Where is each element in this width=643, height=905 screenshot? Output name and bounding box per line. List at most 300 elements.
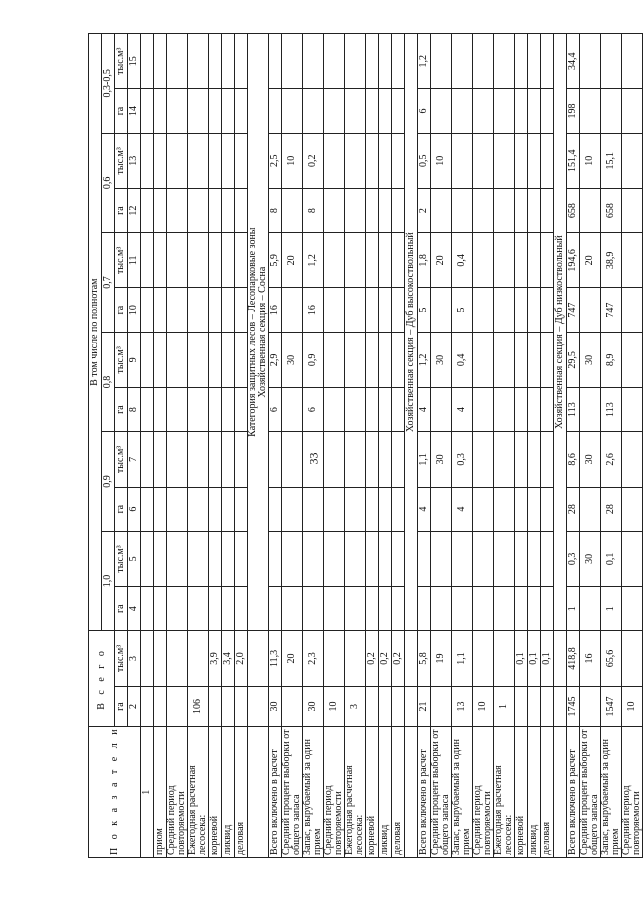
table-cell (167, 388, 188, 432)
column-number: 7 (128, 432, 141, 487)
page-number: 33 (306, 452, 321, 465)
table-cell (515, 332, 528, 387)
table-cell: 4 (418, 487, 431, 531)
table-cell: 194,6 (567, 233, 580, 288)
row-label: деловая (541, 727, 554, 858)
table-cell: 21 (418, 686, 431, 727)
table-cell (366, 288, 379, 332)
table-cell (324, 432, 345, 487)
row-label: Средний период повторяемости (167, 727, 188, 858)
table-cell (473, 34, 494, 89)
table-cell: 0,3 (567, 531, 580, 586)
table-cell: 0,1 (601, 531, 622, 586)
table-row (473, 34, 494, 858)
table-cell (379, 89, 392, 133)
table-cell (622, 487, 643, 531)
column-number: 2 (128, 686, 141, 727)
table-cell: 151,4 (567, 133, 580, 188)
table-cell (235, 89, 248, 133)
table-cell: 198 (567, 89, 580, 133)
table-cell (167, 587, 188, 631)
table-cell (392, 531, 405, 586)
unit-volume: тыс.м³ (115, 133, 128, 188)
table-cell: 30 (431, 432, 452, 487)
table-cell (324, 133, 345, 188)
table-cell (379, 531, 392, 586)
table-cell: 13 (452, 686, 473, 727)
column-number: 4 (128, 587, 141, 631)
table-cell (431, 531, 452, 586)
table-cell: 1,1 (418, 432, 431, 487)
table-cell (282, 587, 303, 631)
table-cell (473, 89, 494, 133)
table-cell (392, 432, 405, 487)
table-cell (167, 631, 188, 686)
table-cell (494, 531, 515, 586)
table-cell: 8 (303, 188, 324, 232)
table-cell (188, 388, 209, 432)
table-cell (473, 587, 494, 631)
table-cell (167, 531, 188, 586)
table-cell (154, 432, 167, 487)
table-cell: 6 (418, 89, 431, 133)
table-cell (473, 631, 494, 686)
table-cell: 2,3 (303, 631, 324, 686)
table-cell (154, 288, 167, 332)
table-cell (528, 34, 541, 89)
table-cell: 30 (580, 332, 601, 387)
table-cell (345, 89, 366, 133)
table-cell: 747 (601, 288, 622, 332)
table-cell (452, 34, 473, 89)
table-cell (622, 388, 643, 432)
table-row (528, 34, 541, 858)
empty-cell (141, 531, 154, 586)
table-cell (392, 89, 405, 133)
table-cell (392, 487, 405, 531)
table-cell: 30 (431, 332, 452, 387)
table-cell: 1,2 (303, 233, 324, 288)
table-cell (541, 388, 554, 432)
table-cell (473, 133, 494, 188)
table-cell (622, 188, 643, 232)
table-cell (515, 288, 528, 332)
row-label: ликвид (222, 727, 235, 858)
table-cell: 8,6 (567, 432, 580, 487)
row-label: Средний процент выборки от общего запаса (282, 727, 303, 858)
table-cell (167, 188, 188, 232)
table-row (188, 34, 209, 858)
table-cell (345, 332, 366, 387)
section-title: Хозяйственная секция – Дуб высокоствольный (405, 232, 416, 433)
table-row (366, 34, 379, 858)
table-cell (515, 188, 528, 232)
table-cell (167, 34, 188, 89)
empty-cell (141, 388, 154, 432)
table-cell: 28 (567, 487, 580, 531)
table-cell: 2 (418, 188, 431, 232)
table-cell (222, 188, 235, 232)
table-cell (167, 133, 188, 188)
table-cell (303, 34, 324, 89)
section-row (248, 34, 269, 858)
table-cell (515, 587, 528, 631)
table-cell (392, 587, 405, 631)
table-cell: 10 (282, 133, 303, 188)
table-cell (269, 432, 282, 487)
table-cell (222, 432, 235, 487)
table-cell (167, 332, 188, 387)
section-banner (405, 34, 418, 631)
table-cell: 0,9 (303, 332, 324, 387)
table-cell (622, 233, 643, 288)
empty-cell (141, 133, 154, 188)
density-group: 0,3-0,5 (102, 34, 115, 134)
table-cell (235, 587, 248, 631)
table-cell (379, 288, 392, 332)
table-cell (235, 233, 248, 288)
table-row (209, 34, 222, 858)
empty-cell (141, 233, 154, 288)
section-label-spacer (554, 727, 567, 858)
table-cell: 0,2 (379, 631, 392, 686)
header-row-col1 (141, 34, 154, 858)
unit-volume: тыс.м³ (115, 432, 128, 487)
table-cell: 29,5 (567, 332, 580, 387)
table-cell (622, 432, 643, 487)
table-cell (269, 487, 282, 531)
table-row (541, 34, 554, 858)
table-cell (209, 531, 222, 586)
table-cell (222, 288, 235, 332)
table-cell (473, 288, 494, 332)
section-banner (248, 34, 269, 631)
table-cell: 2,5 (269, 133, 282, 188)
table-cell (188, 332, 209, 387)
table-cell: 10 (622, 686, 643, 727)
table-cell (541, 233, 554, 288)
table-cell: 1,2 (418, 34, 431, 89)
table-cell (431, 487, 452, 531)
table-cell (366, 388, 379, 432)
column-number: 14 (128, 89, 141, 133)
table-cell (324, 332, 345, 387)
column-number: 10 (128, 288, 141, 332)
section-spacer (248, 631, 269, 686)
table-cell (379, 233, 392, 288)
table-cell: 658 (601, 188, 622, 232)
unit-ha: га (115, 89, 128, 133)
table-cell (528, 288, 541, 332)
empty-cell (141, 288, 154, 332)
table-cell (528, 233, 541, 288)
table-cell (209, 34, 222, 89)
table-cell (528, 432, 541, 487)
table-cell (269, 531, 282, 586)
table-cell (541, 686, 554, 727)
table-cell (235, 531, 248, 586)
table-cell (622, 288, 643, 332)
table-cell (324, 188, 345, 232)
table-cell (154, 531, 167, 586)
table-cell (154, 587, 167, 631)
table-cell (209, 288, 222, 332)
table-cell (379, 332, 392, 387)
table-cell (392, 133, 405, 188)
table-cell: 0,1 (541, 631, 554, 686)
table-cell (167, 288, 188, 332)
table-cell (473, 432, 494, 487)
table-cell: 2,0 (235, 631, 248, 686)
section-spacer (405, 686, 418, 727)
table-cell: 8,9 (601, 332, 622, 387)
table-cell (541, 531, 554, 586)
table-cell: 0,2 (303, 133, 324, 188)
empty-cell (141, 332, 154, 387)
table-cell (269, 89, 282, 133)
row-label: ликвид (528, 727, 541, 858)
section-row (554, 34, 567, 858)
table-cell (580, 686, 601, 727)
table-cell (379, 34, 392, 89)
table-cell (528, 332, 541, 387)
table-cell (392, 686, 405, 727)
table-cell: 10 (473, 686, 494, 727)
table-cell (515, 89, 528, 133)
row-label: Средний процент выборки от общего запаса (431, 727, 452, 858)
table-cell (494, 587, 515, 631)
table-cell: 4 (418, 388, 431, 432)
table-cell (282, 388, 303, 432)
empty-cell (141, 686, 154, 727)
table-cell (222, 233, 235, 288)
table-cell (209, 133, 222, 188)
table-cell (473, 188, 494, 232)
table-cell (154, 487, 167, 531)
table-cell: 6 (269, 388, 282, 432)
table-cell: 65,6 (601, 631, 622, 686)
table-cell (366, 188, 379, 232)
table-cell: 30 (580, 531, 601, 586)
column-number: 8 (128, 388, 141, 432)
table-cell (392, 233, 405, 288)
row-label: Всего включено в расчет (418, 727, 431, 858)
table-cell (366, 587, 379, 631)
density-group: 0,8 (102, 332, 115, 432)
table-cell (366, 133, 379, 188)
row-label: деловая (392, 727, 405, 858)
table-row (580, 34, 601, 858)
empty-cell (141, 89, 154, 133)
total-header: В с е г о (89, 631, 115, 727)
rotated-table-page (88, 33, 642, 858)
table-cell (303, 89, 324, 133)
table-cell (473, 388, 494, 432)
table-cell: 658 (567, 188, 580, 232)
row-label: Ежегодная расчетная лесосека: (494, 727, 515, 858)
table-cell (209, 89, 222, 133)
table-cell (473, 531, 494, 586)
column-number: 15 (128, 34, 141, 89)
table-cell (167, 233, 188, 288)
density-group: 1,0 (102, 531, 115, 631)
table-cell (580, 388, 601, 432)
table-cell: 106 (188, 686, 209, 727)
table-cell (515, 686, 528, 727)
column-number: 9 (128, 332, 141, 387)
table-cell: 1,1 (452, 631, 473, 686)
table-cell: 1 (494, 686, 515, 727)
density-group: 0,6 (102, 133, 115, 233)
section-spacer (554, 686, 567, 727)
table-cell (528, 587, 541, 631)
table-cell (379, 587, 392, 631)
table-cell (154, 133, 167, 188)
empty-cell (141, 34, 154, 89)
table-cell (235, 133, 248, 188)
table-row (222, 34, 235, 858)
table-cell (379, 487, 392, 531)
table-cell: 1745 (567, 686, 580, 727)
table-cell (345, 34, 366, 89)
table-cell (580, 188, 601, 232)
table-cell: 4 (452, 487, 473, 531)
table-cell: 6 (303, 388, 324, 432)
table-cell (345, 432, 366, 487)
table-cell (622, 587, 643, 631)
row-label: Средний период повторяемости (324, 727, 345, 858)
table-cell (494, 288, 515, 332)
table-cell: 5,9 (269, 233, 282, 288)
table-cell (366, 34, 379, 89)
table-cell: 2,6 (601, 432, 622, 487)
section-banner (554, 34, 567, 631)
table-cell: 0,4 (452, 233, 473, 288)
row-label: Средний период повторяемости (473, 727, 494, 858)
table-cell (494, 133, 515, 188)
table-row (282, 34, 303, 858)
table-cell (154, 686, 167, 727)
table-cell (528, 686, 541, 727)
table-cell (209, 487, 222, 531)
table-cell (392, 288, 405, 332)
table-cell: 113 (601, 388, 622, 432)
unit-ha: га (115, 686, 128, 727)
table-cell (431, 188, 452, 232)
table-cell (303, 587, 324, 631)
table-cell: 30 (282, 332, 303, 387)
table-row (167, 34, 188, 858)
row-label: корневой (209, 727, 222, 858)
table-cell (345, 188, 366, 232)
table-cell (452, 133, 473, 188)
table-cell: 4 (452, 388, 473, 432)
table-cell: 19 (431, 631, 452, 686)
table-cell (188, 487, 209, 531)
table-cell (154, 233, 167, 288)
row-label: Запас, вырубаемый за один прием (303, 727, 324, 858)
table-cell (473, 332, 494, 387)
table-cell (209, 233, 222, 288)
table-cell (235, 332, 248, 387)
table-cell (541, 188, 554, 232)
table-cell (580, 89, 601, 133)
table-cell: 0,2 (366, 631, 379, 686)
table-row (567, 34, 580, 858)
table-cell (324, 587, 345, 631)
table-cell (580, 587, 601, 631)
table-cell (324, 89, 345, 133)
table-cell (235, 432, 248, 487)
table-cell (622, 631, 643, 686)
table-cell (452, 531, 473, 586)
table-cell (528, 89, 541, 133)
table-cell (494, 89, 515, 133)
table-cell: 418,8 (567, 631, 580, 686)
header-row-1 (89, 34, 102, 858)
row-label: деловая (235, 727, 248, 858)
table-cell (269, 587, 282, 631)
table-cell (154, 89, 167, 133)
unit-ha: га (115, 587, 128, 631)
table-cell: 1 (567, 587, 580, 631)
table-cell (188, 432, 209, 487)
table-cell: 16 (580, 631, 601, 686)
table-cell (222, 332, 235, 387)
section-title: Хозяйственная секция – Дуб низкоствольный (554, 235, 565, 429)
table-cell: 30 (269, 686, 282, 727)
table-cell (366, 686, 379, 727)
table-cell (515, 531, 528, 586)
column-number: 11 (128, 233, 141, 288)
table-cell (541, 432, 554, 487)
table-cell (324, 388, 345, 432)
table-cell: 20 (282, 631, 303, 686)
table-cell (431, 89, 452, 133)
table-cell (515, 34, 528, 89)
table-cell: 2,9 (269, 332, 282, 387)
table-cell (282, 188, 303, 232)
empty-cell (141, 487, 154, 531)
table-cell (188, 587, 209, 631)
table-cell (222, 531, 235, 586)
table-cell (209, 332, 222, 387)
table-row (379, 34, 392, 858)
table-cell (601, 89, 622, 133)
table-cell (345, 388, 366, 432)
table-row (515, 34, 528, 858)
row-label: Ежегодная расчетная лесосека: (188, 727, 209, 858)
table-cell (452, 188, 473, 232)
table-cell (345, 288, 366, 332)
table-cell (601, 34, 622, 89)
section-spacer (405, 631, 418, 686)
table-row (324, 34, 345, 858)
table-cell (282, 288, 303, 332)
row-label: Ежегодная расчетная лесосека: (345, 727, 366, 858)
table-cell: 1 (601, 587, 622, 631)
table-cell (366, 89, 379, 133)
table-cell (188, 188, 209, 232)
table-cell (622, 89, 643, 133)
table-cell (528, 388, 541, 432)
table-cell (324, 531, 345, 586)
column-number: 13 (128, 133, 141, 188)
table-cell (222, 34, 235, 89)
table-cell (222, 487, 235, 531)
table-cell (154, 388, 167, 432)
table-cell (494, 332, 515, 387)
